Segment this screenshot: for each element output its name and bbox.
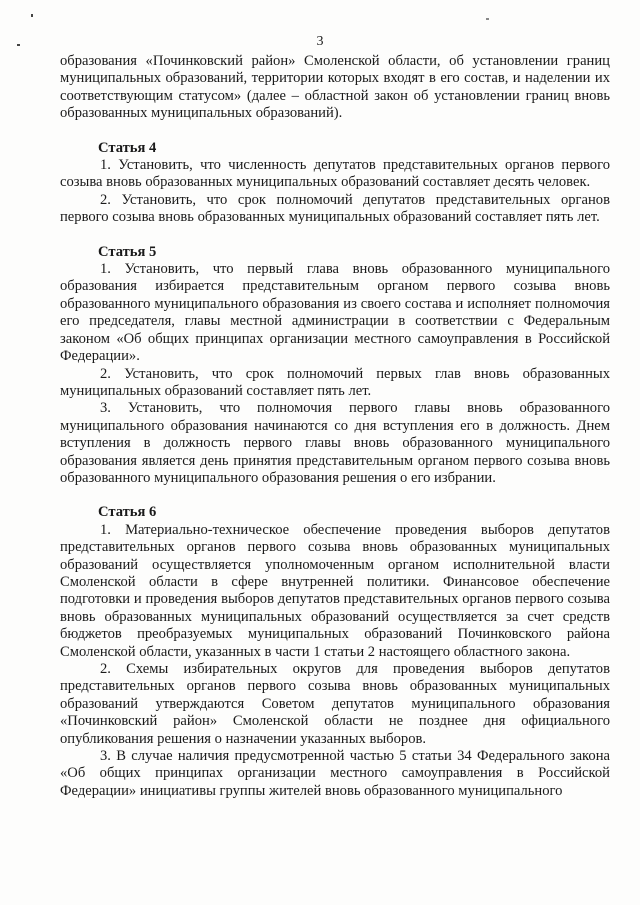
article-paragraph: 2. Схемы избирательных округов для проведения выборов депутатов представительных органов первого созыва вновь образованных муниципальных образований утверждаются Советом депутатов муниципального образования «Починковский район» Смоленской области не позднее дня официального опубликования решения о назначении указанных выборов. — [60, 661, 610, 747]
article-5 — [60, 244, 610, 488]
page-number: 3 — [316, 34, 324, 49]
article-6 — [60, 504, 610, 800]
article-paragraph: 2. Установить, что срок полномочий первых глав вновь образованных муниципальных образований составляет пять лет. — [60, 365, 610, 399]
article-paragraph: 1. Установить, что численность депутатов представительных органов первого созыва вновь образованных муниципальных образований составляет десять человек. — [60, 157, 610, 191]
document-body — [60, 53, 610, 800]
article-heading: Статья 4 — [98, 139, 157, 156]
article-heading: Статья 6 — [98, 504, 157, 521]
article-heading: Статья 5 — [98, 243, 157, 260]
scan-artifact-mark — [31, 14, 33, 17]
article-4 — [60, 140, 610, 227]
scan-artifact-mark — [486, 18, 489, 20]
article-paragraph: 3. В случае наличия предусмотренной частью 5 статьи 34 Федерального закона «Об общих принципах организации местного самоуправления в Российской Федерации» инициативы группы жителей вновь образованного муниципального — [60, 748, 610, 799]
article-paragraph: 1. Установить, что первый глава вновь образованного муниципального образования избирается представительным органом первого созыва вновь образованного муниципального образования из своего состава и исполняет полномочия его председателя, главы местной администрации в соответствии с Федеральным законом «Об общих принципах организации местного самоуправления в Российской Федерации». — [60, 261, 610, 365]
article-paragraph: 2. Установить, что срок полномочий депутатов представительных органов первого созыва вновь образованных муниципальных образований составляет пять лет. — [60, 191, 610, 226]
intro-paragraph: образования «Починковский район» Смоленской области, об установлении границ муниципальных образований, территории которых входят в его состав, и наделении их соответствующим статусом» (далее – областной закон об установлении границ вновь образованных муниципальных образований). — [60, 53, 610, 122]
article-paragraph: 3. Установить, что полномочия первого главы вновь образованного муниципального образования начинаются со дня вступления его в должность. Днем вступления в должность первого главы вновь образованного муниципального образования является день принятия представительным органом первого созыва вновь образованного муниципального образования решения о его избрании. — [60, 400, 610, 486]
article-paragraph: 1. Материально-техническое обеспечение проведения выборов депутатов представительных органов первого созыва вновь образованных муниципальных образований осуществляется уполномоченным органом исполнительной власти Смоленской области в сфере внутренней политики. Финансовое обеспечение подготовки и проведения выборов депутатов представительных органов первого созыва вновь образованных муниципальных образований осуществляется за счет средств бюджетов преобразуемых муниципальных образований Починковского района Смоленской области, указанных в части 1 статьи 2 настоящего областного закона. — [60, 521, 610, 660]
